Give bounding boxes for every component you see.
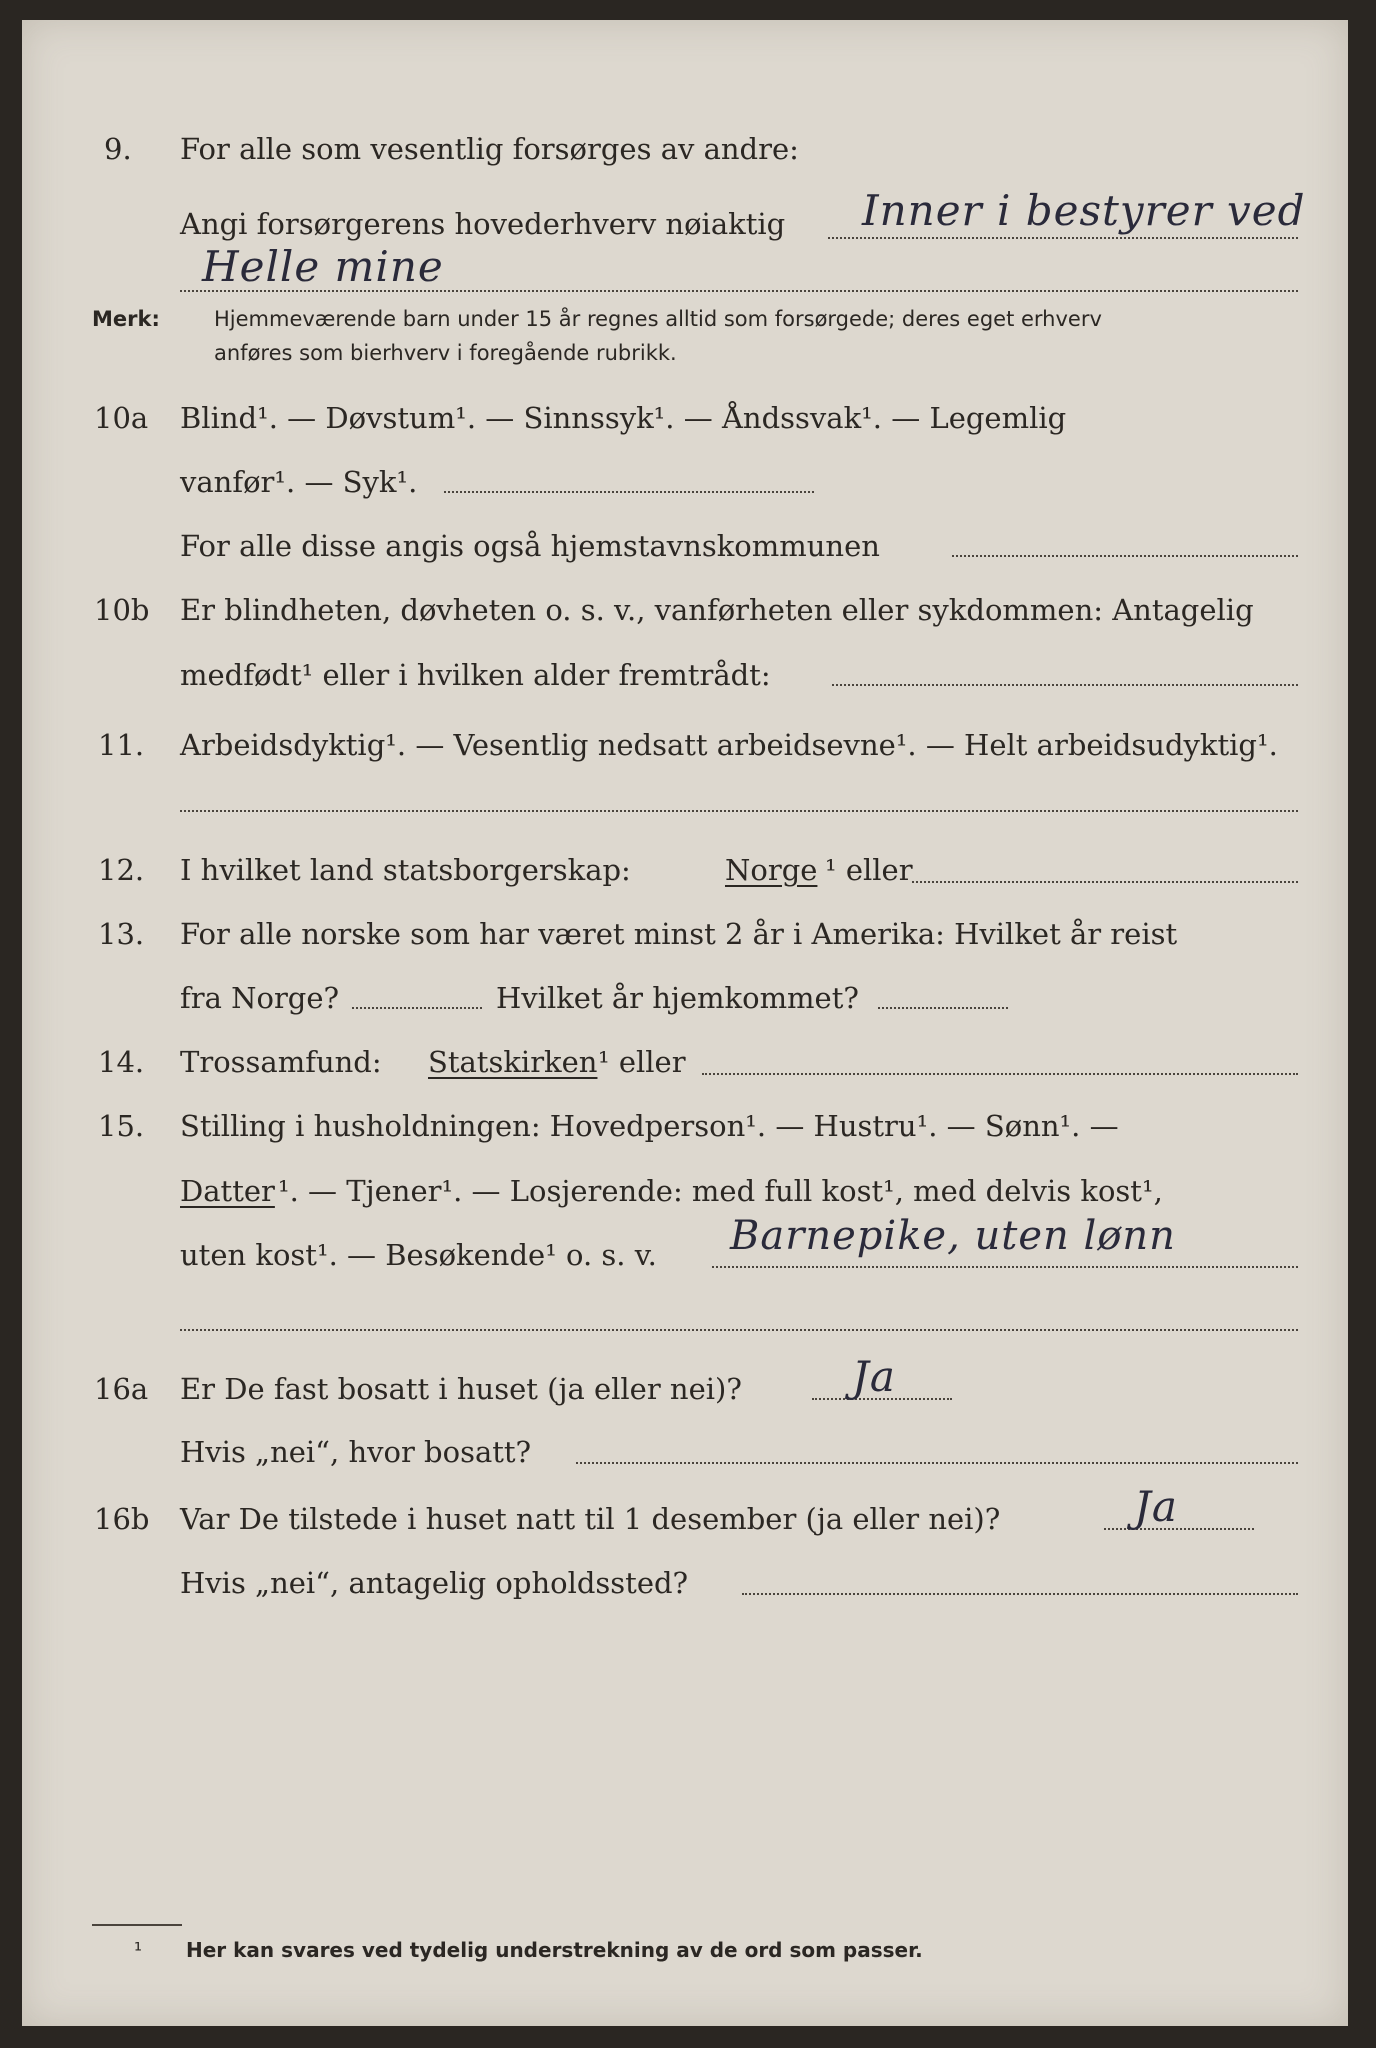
footnote-text: Her kan svares ved tydelig understrekning av de ord som passer. — [186, 1938, 923, 1962]
q16a-bosatt-line — [576, 1462, 1298, 1464]
q12-option-norge: Norge — [725, 853, 818, 887]
q13-line2b: Hvilket år hjemkommet? — [496, 981, 859, 1015]
q15-option-datter: Datter — [180, 1174, 275, 1208]
q10b-answer-line — [832, 684, 1298, 686]
q9-handwritten-answer-2: Helle mine — [202, 242, 444, 291]
q14-answer-line — [702, 1073, 1298, 1075]
q14-option-statskirken: Statskirken — [428, 1045, 598, 1079]
q16a-number: 16a — [94, 1372, 149, 1406]
q16a-handwritten-answer: Ja — [852, 1352, 896, 1401]
q10a-line2: vanfør¹. — Syk¹. — [180, 465, 418, 499]
q10a-syk-line — [444, 491, 814, 493]
q11-number: 11. — [98, 728, 145, 762]
q11-line1: Arbeidsdyktig¹. — Vesentlig nedsatt arbeidsevne¹. — Helt arbeidsudyktig¹. — [180, 728, 1278, 762]
q13-line2a: fra Norge? — [180, 981, 340, 1015]
q10b-line1: Er blindheten, døvheten o. s. v., vanførheten eller sykdommen: Antagelig — [180, 593, 1254, 627]
q14-suffix: ¹ eller — [598, 1045, 686, 1079]
q13-hjemkommet-line — [878, 1007, 1008, 1009]
q15-handwritten-answer: Barnepike, uten lønn — [730, 1213, 1176, 1259]
q15-answer-line — [712, 1266, 1298, 1268]
q16b-number: 16b — [94, 1502, 150, 1536]
q9-line1: For alle som vesentlig forsørges av andre: — [180, 132, 799, 166]
merk-label: Merk: — [92, 307, 160, 331]
q16b-answer-line — [1104, 1528, 1254, 1530]
merk-line2: anføres som bierhverv i foregående rubrikk. — [214, 341, 677, 365]
q16b-opholdssted-line — [742, 1593, 1298, 1595]
q10a-number: 10a — [94, 401, 149, 435]
q16a-line2: Hvis „nei“, hvor bosatt? — [180, 1435, 532, 1469]
q16b-line2: Hvis „nei“, antagelig opholdssted? — [180, 1566, 689, 1600]
q10a-kommune-line — [952, 555, 1298, 557]
q14-prefix: Trossamfund: — [180, 1045, 382, 1079]
q12-suffix: ¹ eller — [825, 853, 913, 887]
q12-answer-line — [912, 881, 1298, 883]
q13-reist-line — [352, 1007, 482, 1009]
q16a-line1: Er De fast bosatt i huset (ja eller nei)? — [180, 1372, 742, 1406]
q10b-line2: medfødt¹ eller i hvilken alder fremtrådt: — [180, 658, 771, 692]
q16b-handwritten-answer: Ja — [1134, 1482, 1178, 1531]
q12-prefix: I hvilket land statsborgerskap: — [180, 853, 631, 887]
q10b-number: 10b — [94, 593, 150, 627]
q10a-line1: Blind¹. — Døvstum¹. — Sinnssyk¹. — Åndssvak¹. — Legemlig — [180, 401, 1067, 435]
footnote-mark: ¹ — [134, 1938, 143, 1962]
q10a-line3: For alle disse angis også hjemstavnskommunen — [180, 529, 880, 563]
q15-line3: uten kost¹. — Besøkende¹ o. s. v. — [180, 1238, 657, 1272]
q15-line2: ¹. — Tjener¹. — Losjerende: med full kost¹, med delvis kost¹, — [278, 1174, 1163, 1208]
merk-line1: Hjemmeværende barn under 15 år regnes alltid som forsørgede; deres eget erhverv — [214, 307, 1102, 331]
q9-line2: Angi forsørgerens hovederhverv nøiaktig — [180, 207, 786, 241]
q11-answer-line — [180, 810, 1298, 812]
q15-number: 15. — [98, 1109, 145, 1143]
q13-number: 13. — [98, 917, 145, 951]
q13-line1: For alle norske som har været minst 2 år i Amerika: Hvilket år reist — [180, 917, 1178, 951]
q14-number: 14. — [98, 1045, 145, 1079]
q9-handwritten-answer-1: Inner i bestyrer ved — [862, 186, 1306, 235]
census-form-page — [22, 20, 1348, 2026]
q16b-line1: Var De tilstede i huset natt til 1 desember (ja eller nei)? — [180, 1502, 1001, 1536]
footnote-rule — [92, 1924, 182, 1926]
q9-answer-line1 — [828, 237, 1298, 239]
q9-number: 9. — [104, 132, 132, 166]
q12-number: 12. — [98, 853, 145, 887]
q15-answer-line2 — [180, 1329, 1298, 1331]
q15-line1: Stilling i husholdningen: Hovedperson¹. — Hustru¹. — Sønn¹. — — [180, 1109, 1119, 1143]
